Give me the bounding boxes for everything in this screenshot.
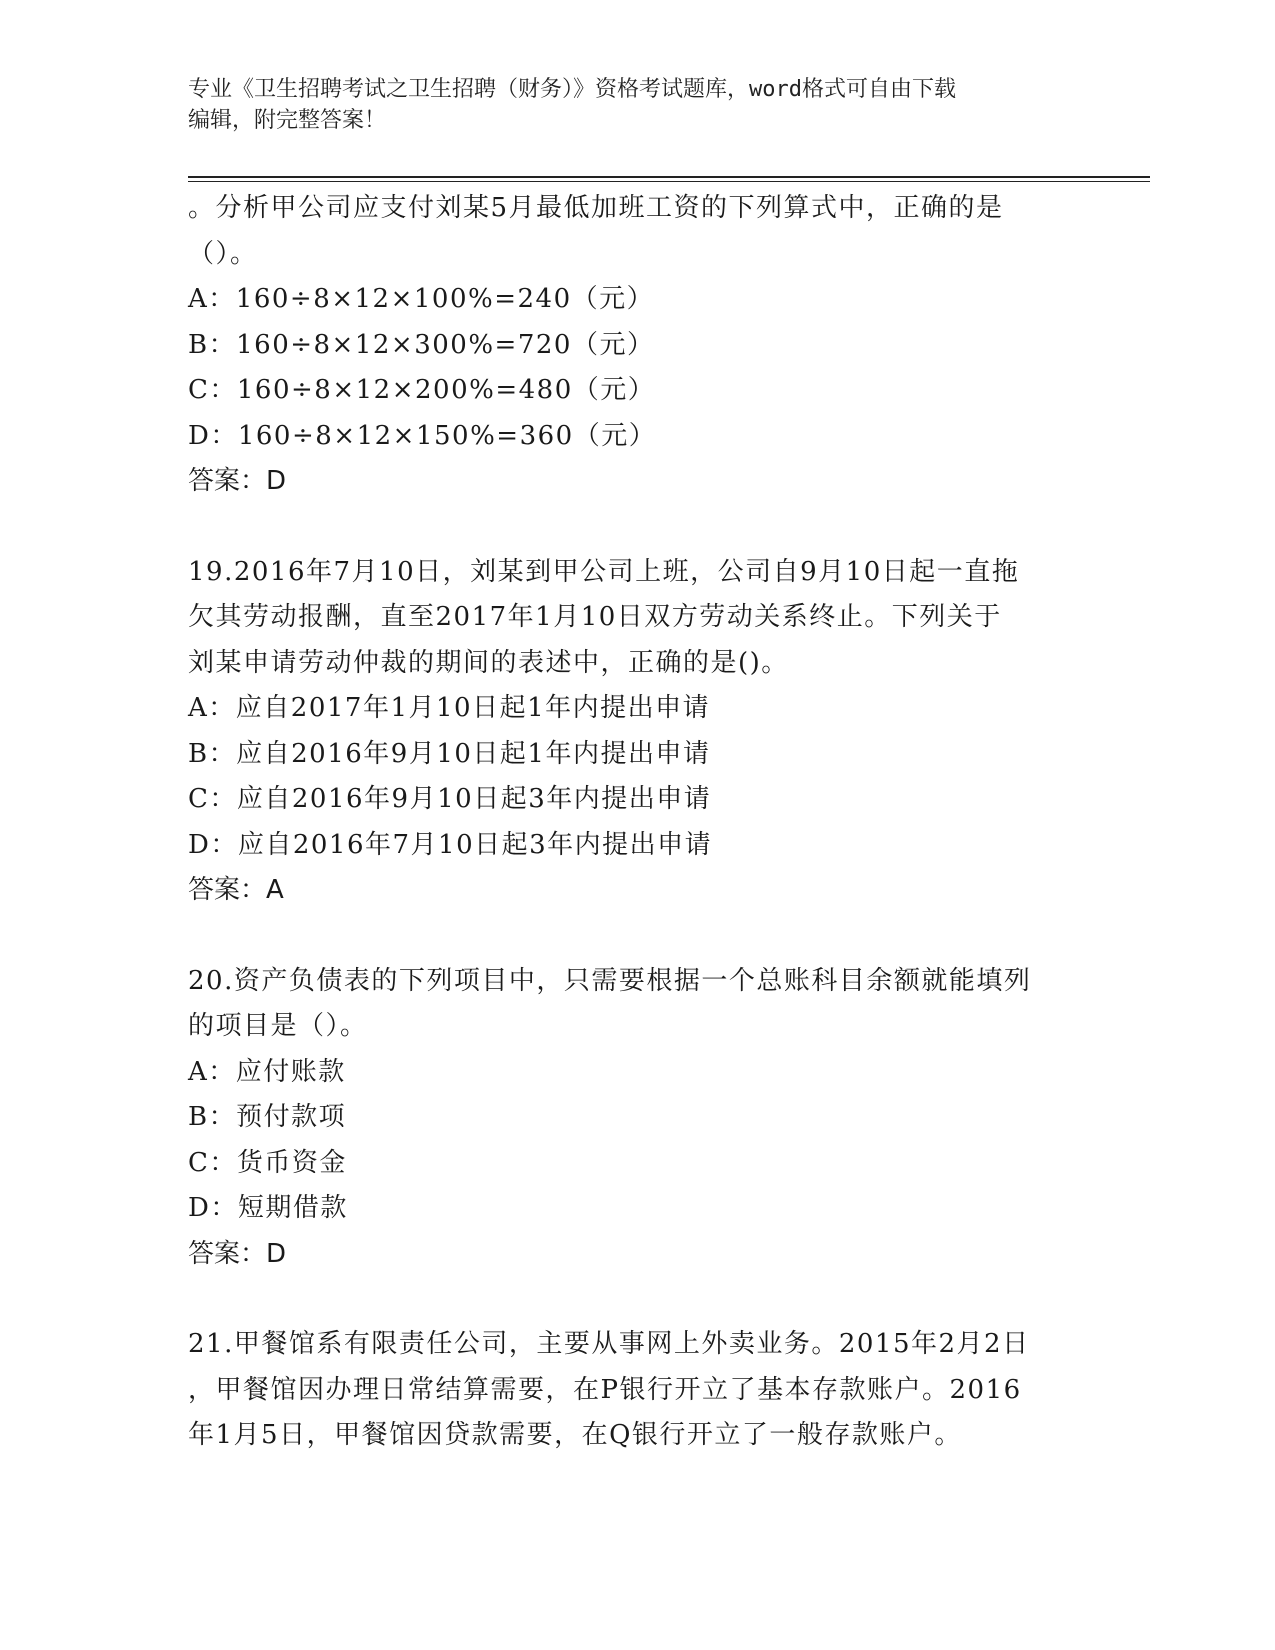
option-b: B：应自2016年9月10日起1年内提出申请: [188, 738, 711, 769]
question-stem-line: ，甲餐馆因办理日常结算需要，在P银行开立了基本存款账户。2016: [188, 1374, 1022, 1405]
option-c: C：货币资金: [188, 1147, 347, 1178]
option-d: D：应自2016年7月10日起3年内提出申请: [188, 829, 713, 860]
question-stem-line: （）。: [188, 238, 258, 269]
page-header: [188, 74, 1088, 136]
answer-line: 答案：D: [188, 1238, 287, 1269]
option-c: C：应自2016年9月10日起3年内提出申请: [188, 784, 712, 814]
option-d: D：160÷8×12×150%=360（元）: [188, 420, 657, 451]
question-stem-line: 年1月5日，甲餐馆因贷款需要，在Q银行开立了一般存款账户。: [188, 1420, 962, 1450]
question-21: [188, 1322, 1088, 1459]
option-a: A：应付账款: [188, 1056, 346, 1087]
option-d: D：短期借款: [188, 1193, 348, 1223]
header-line-1: 专业《卫生招聘考试之卫生招聘（财务）》资格考试题库，word格式可自由下载: [188, 77, 956, 102]
header-rule-thick: [188, 176, 1150, 178]
option-b: B：160÷8×12×300%=720（元）: [188, 329, 655, 360]
question-stem-line: 欠其劳动报酬，直至2017年1月10日双方劳动关系终止。下列关于: [188, 602, 1002, 632]
option-b: B：预付款项: [188, 1102, 347, 1132]
option-c: C：160÷8×12×200%=480（元）: [188, 375, 656, 405]
question-stem-line: 19.2016年7月10日，刘某到甲公司上班，公司自9月10日起一直拖: [188, 556, 1020, 587]
question-20: [188, 959, 1088, 1278]
question-stem-line: 。分析甲公司应支付刘某5月最低加班工资的下列算式中，正确的是: [188, 193, 1004, 223]
header-line-2: 编辑，附完整答案！: [188, 108, 387, 133]
question-stem-line: 20.资产负债表的下列项目中，只需要根据一个总账科目余额就能填列: [188, 965, 1032, 996]
option-a: A：160÷8×12×100%=240（元）: [188, 284, 655, 314]
question-content: [188, 186, 1088, 1459]
question-stem-line: 21.甲餐馆系有限责任公司，主要从事网上外卖业务。2015年2月2日: [188, 1329, 1030, 1359]
answer-line: 答案：D: [188, 466, 287, 496]
question-18: [188, 186, 1088, 505]
header-rule-thin: [188, 181, 1150, 182]
question-19: [188, 550, 1088, 914]
question-stem-line: 刘某申请劳动仲裁的期间的表述中，正确的是()。: [188, 647, 789, 678]
answer-line: 答案：A: [188, 875, 284, 905]
question-stem-line: 的项目是（）。: [188, 1011, 368, 1041]
option-a: A：应自2017年1月10日起1年内提出申请: [188, 693, 711, 723]
